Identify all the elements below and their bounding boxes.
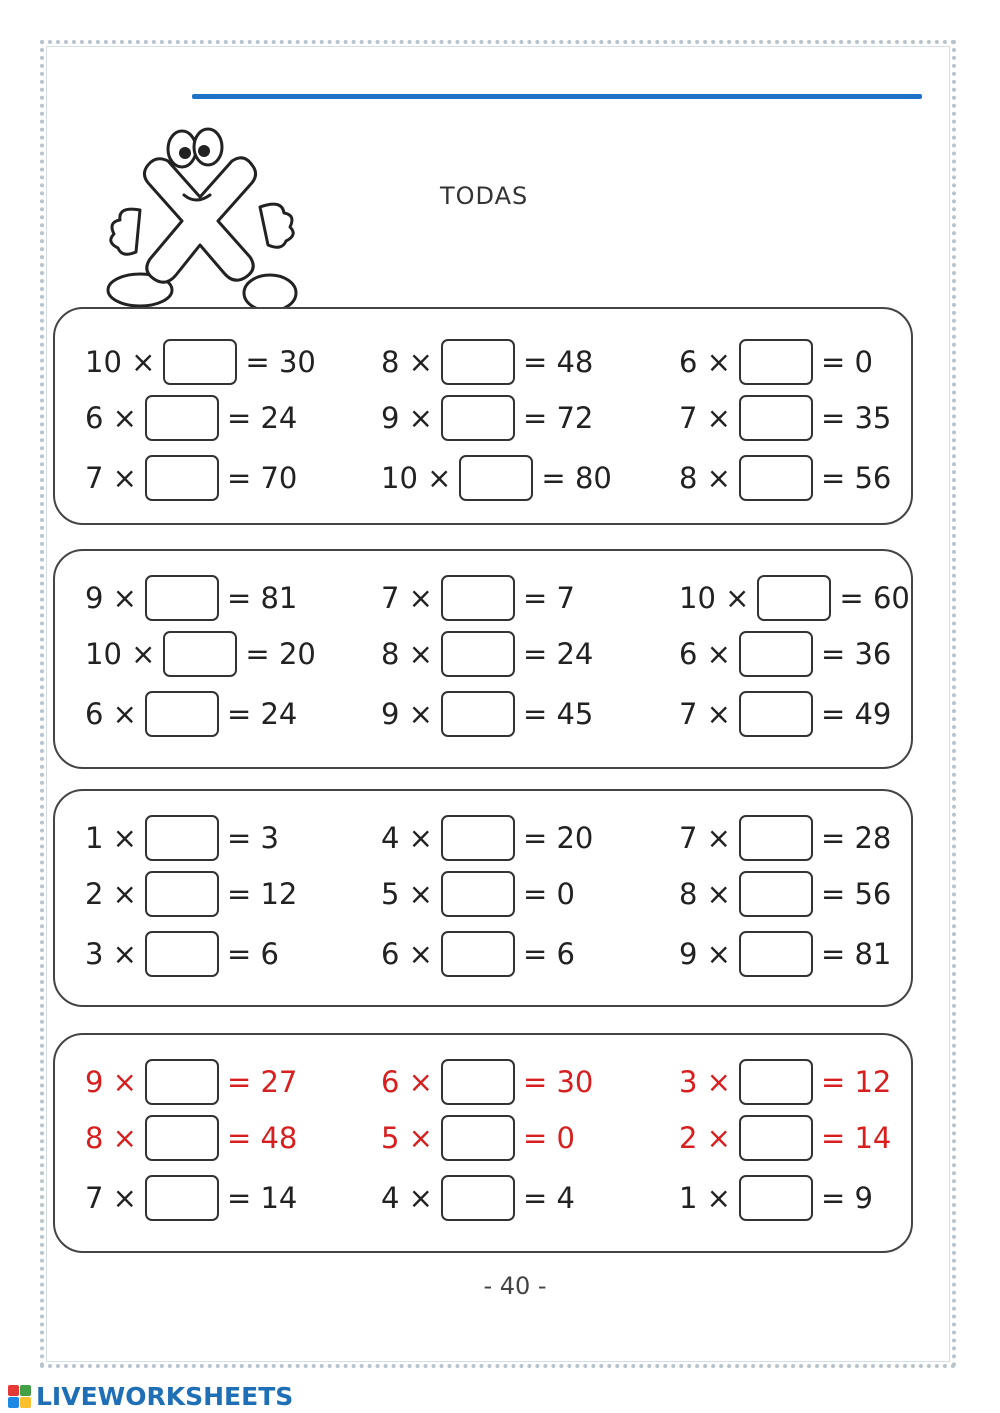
exercise-row [55,1057,911,1107]
multiplication-equation [679,869,891,919]
exercise-row [55,573,911,623]
equation-result: = 45 [522,697,594,731]
equation-result: = 27 [226,1065,298,1099]
equation-factor: 7 × [85,1181,137,1215]
equation-factor: 10 × [679,581,750,615]
equation-factor: 7 × [679,401,731,435]
page-number: - 40 - [483,1272,547,1300]
answer-box[interactable] [145,455,219,501]
equation-result: = 36 [820,637,892,671]
answer-box[interactable] [739,1059,813,1105]
exercise-row [55,1113,911,1163]
equation-result: = 48 [522,345,594,379]
exercise-row [55,813,911,863]
multiplication-equation [85,1173,297,1223]
multiplication-equation [381,393,593,443]
liveworksheets-logo-icon [8,1385,32,1409]
equation-result: = 56 [820,461,892,495]
multiplication-equation [679,573,910,623]
equation-result: = 14 [226,1181,298,1215]
equation-factor: 8 × [679,877,731,911]
equation-result: = 70 [226,461,298,495]
exercise-row [55,929,911,979]
multiplication-equation [85,337,316,387]
equation-result: = 0 [522,877,575,911]
equation-result: = 20 [245,637,316,671]
equation-result: = 24 [226,697,298,731]
equation-factor: 8 × [679,461,731,495]
answer-box[interactable] [757,575,831,621]
equation-factor: 8 × [381,345,433,379]
multiplication-equation [679,1113,891,1163]
answer-box[interactable] [739,871,813,917]
name-underline [192,94,922,99]
multiplication-equation [381,689,593,739]
equation-factor: 9 × [85,1065,137,1099]
exercise-row [55,393,911,443]
answer-box[interactable] [163,339,237,385]
equation-result: = 20 [522,821,594,855]
multiplication-equation [381,629,593,679]
equation-factor: 5 × [381,877,433,911]
equation-factor: 1 × [85,821,137,855]
exercise-group [53,307,913,525]
answer-box[interactable] [739,455,813,501]
multiplication-equation [381,1173,575,1223]
equation-factor: 6 × [85,401,137,435]
equation-result: = 56 [820,877,892,911]
answer-box[interactable] [441,1059,515,1105]
answer-box[interactable] [145,931,219,977]
equation-factor: 6 × [679,345,731,379]
equation-factor: 3 × [679,1065,731,1099]
answer-box[interactable] [441,575,515,621]
equation-factor: 2 × [85,877,137,911]
equation-result: = 72 [522,401,594,435]
answer-box[interactable] [145,815,219,861]
equation-factor: 6 × [679,637,731,671]
multiplication-equation [85,1113,297,1163]
answer-box[interactable] [145,395,219,441]
multiplication-equation [679,393,891,443]
equation-factor: 10 × [85,637,156,671]
equation-result: = 30 [245,345,316,379]
answer-box[interactable] [145,1175,219,1221]
equation-result: = 81 [226,581,298,615]
answer-box[interactable] [459,455,533,501]
answer-box[interactable] [739,1115,813,1161]
multiplication-equation [85,869,297,919]
multiplication-equation [679,689,891,739]
answer-box[interactable] [145,575,219,621]
equation-factor: 7 × [679,697,731,731]
equation-result: = 24 [522,637,594,671]
equation-result: = 12 [226,877,298,911]
answer-box[interactable] [441,691,515,737]
multiplication-equation [85,573,297,623]
answer-box[interactable] [739,691,813,737]
equation-result: = 7 [522,581,575,615]
exercise-group [53,549,913,769]
multiplication-equation [679,929,891,979]
equation-result: = 4 [522,1181,575,1215]
equation-factor: 2 × [679,1121,731,1155]
answer-box[interactable] [739,1175,813,1221]
answer-box[interactable] [739,395,813,441]
multiplication-equation [679,337,873,387]
answer-box[interactable] [163,631,237,677]
answer-box[interactable] [441,815,515,861]
equation-result: = 12 [820,1065,892,1099]
multiplication-equation [679,629,891,679]
multiplication-equation [381,1057,593,1107]
multiplication-equation [381,453,612,503]
equation-result: = 6 [522,937,575,971]
equation-result: = 48 [226,1121,298,1155]
answer-box[interactable] [441,395,515,441]
equation-result: = 9 [820,1181,873,1215]
equation-result: = 30 [522,1065,594,1099]
multiplication-equation [381,573,575,623]
exercise-group [53,789,913,1007]
multiplication-equation [381,813,593,863]
answer-box[interactable] [145,1115,219,1161]
equation-factor: 7 × [85,461,137,495]
equation-factor: 4 × [381,1181,433,1215]
brand-logo [8,1382,293,1411]
answer-box[interactable] [145,1059,219,1105]
equation-factor: 1 × [679,1181,731,1215]
brand-name: LIVEWORKSHEETS [36,1382,294,1411]
equation-factor: 10 × [381,461,452,495]
answer-box[interactable] [441,631,515,677]
equation-result: = 35 [820,401,892,435]
equation-factor: 6 × [381,1065,433,1099]
exercise-row [55,337,911,387]
equation-factor: 9 × [381,401,433,435]
equation-result: = 60 [839,581,910,615]
multiplication-equation [679,453,891,503]
multiplication-equation [85,393,297,443]
equation-result: = 49 [820,697,892,731]
answer-box[interactable] [739,815,813,861]
multiplication-equation [85,813,279,863]
equation-factor: 6 × [85,697,137,731]
answer-box[interactable] [145,691,219,737]
equation-factor: 8 × [85,1121,137,1155]
multiplication-equation [381,1113,575,1163]
multiplication-equation [85,629,316,679]
answer-box[interactable] [441,931,515,977]
exercise-row [55,629,911,679]
equation-factor: 8 × [381,637,433,671]
multiplication-equation [679,1173,873,1223]
answer-box[interactable] [145,871,219,917]
multiplication-equation [381,869,575,919]
equation-factor: 10 × [85,345,156,379]
equation-factor: 3 × [85,937,137,971]
multiplication-mascot-icon [100,125,300,315]
exercise-row [55,1173,911,1223]
answer-box[interactable] [739,931,813,977]
equation-result: = 14 [820,1121,892,1155]
answer-box[interactable] [441,1175,515,1221]
answer-box[interactable] [441,339,515,385]
equation-result: = 80 [541,461,612,495]
multiplication-equation [679,1057,891,1107]
answer-box[interactable] [441,1115,515,1161]
multiplication-equation [85,689,297,739]
equation-result: = 0 [522,1121,575,1155]
equation-factor: 9 × [85,581,137,615]
exercise-group [53,1033,913,1253]
multiplication-equation [85,1057,297,1107]
equation-factor: 7 × [679,821,731,855]
multiplication-equation [85,929,279,979]
equation-factor: 6 × [381,937,433,971]
equation-result: = 28 [820,821,892,855]
answer-box[interactable] [739,339,813,385]
answer-box[interactable] [739,631,813,677]
equation-result: = 3 [226,821,279,855]
equation-factor: 5 × [381,1121,433,1155]
exercise-row [55,453,911,503]
equation-factor: 4 × [381,821,433,855]
equation-result: = 81 [820,937,892,971]
equation-factor: 9 × [679,937,731,971]
equation-factor: 9 × [381,697,433,731]
multiplication-equation [381,929,575,979]
multiplication-equation [85,453,297,503]
equation-result: = 6 [226,937,279,971]
multiplication-equation [679,813,891,863]
equation-result: = 0 [820,345,873,379]
worksheet-title: TODAS [440,182,529,210]
equation-factor: 7 × [381,581,433,615]
answer-box[interactable] [441,871,515,917]
exercise-row [55,689,911,739]
equation-result: = 24 [226,401,298,435]
exercise-row [55,869,911,919]
multiplication-equation [381,337,593,387]
